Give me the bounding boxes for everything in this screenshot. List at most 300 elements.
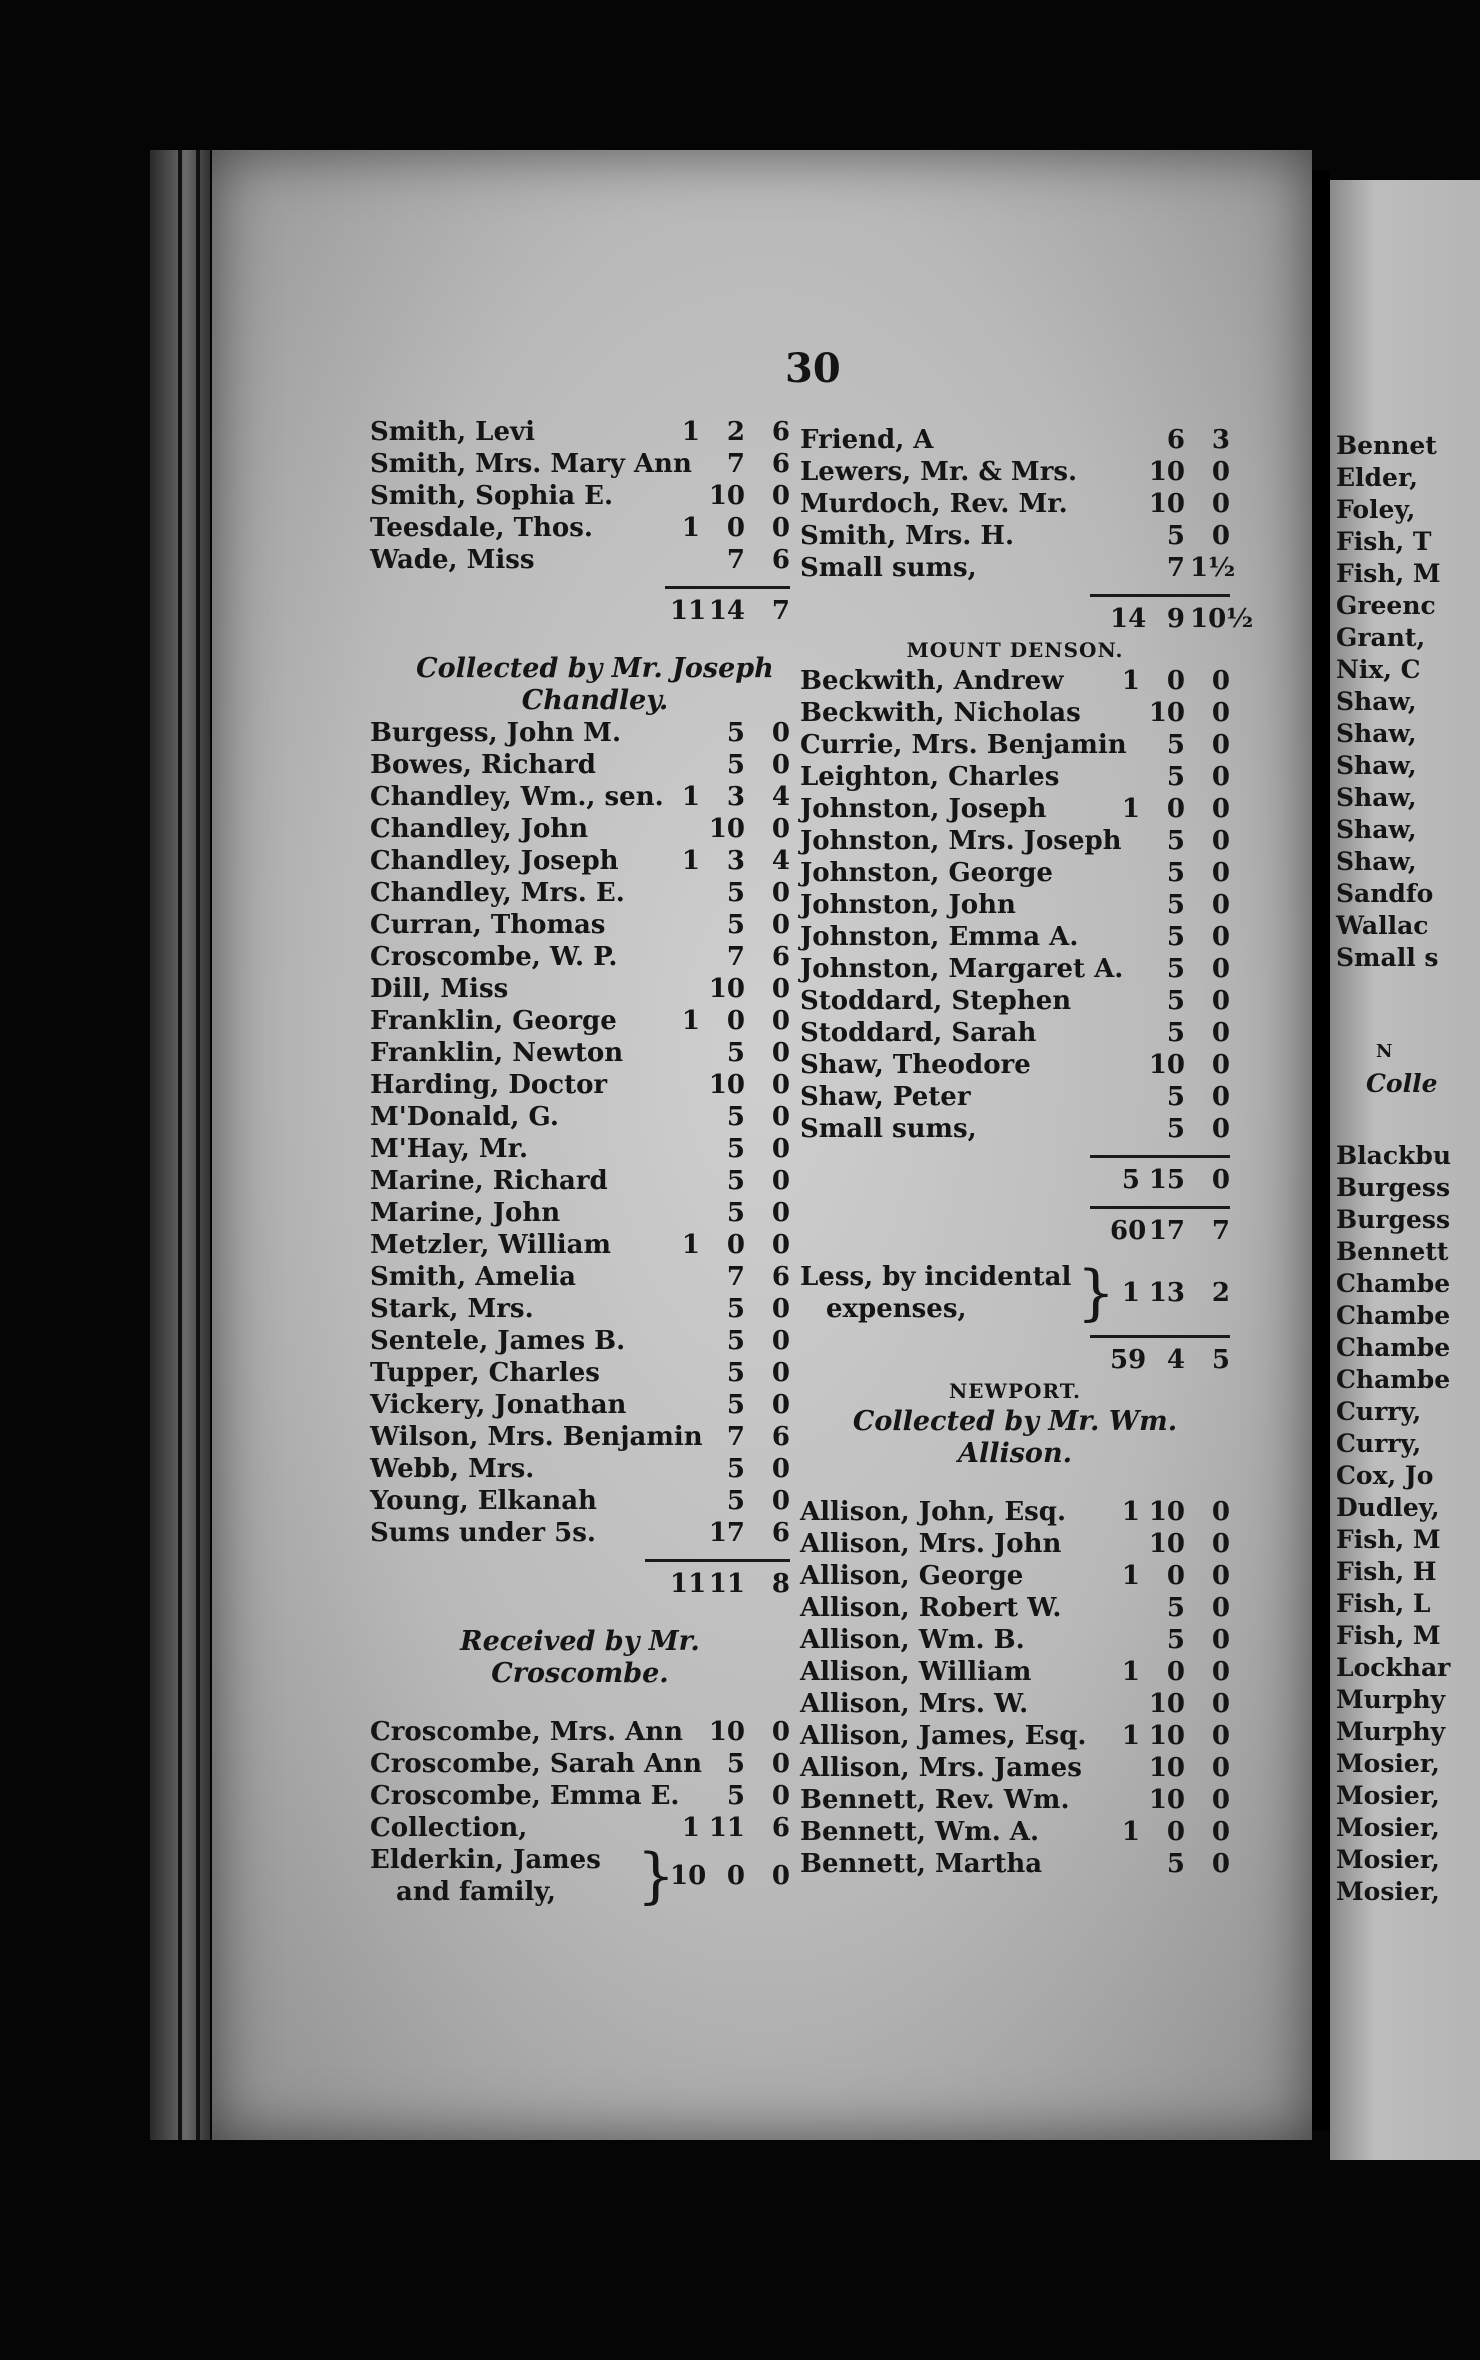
contributor-name: Grant, bbox=[1336, 623, 1426, 652]
list-item bbox=[370, 781, 790, 813]
amount-pence: 6 bbox=[771, 1262, 790, 1292]
amount-pence: 3 bbox=[1211, 425, 1230, 455]
amount-shillings: 5 bbox=[1166, 1114, 1185, 1144]
amount-pence: 0 bbox=[1211, 1625, 1230, 1655]
amount-shillings: 5 bbox=[1166, 922, 1185, 952]
contributor-name: Mosier, bbox=[1336, 1749, 1440, 1778]
list-item bbox=[800, 1113, 1230, 1145]
list-item bbox=[370, 877, 790, 909]
amount-pence: 0 bbox=[771, 1781, 790, 1811]
amount-pence: 0 bbox=[1211, 1082, 1230, 1112]
total-rule bbox=[1090, 594, 1230, 597]
contributor-name: Small s bbox=[1336, 943, 1439, 972]
contributor-name: Currie, Mrs. Benjamin bbox=[800, 730, 1127, 760]
list-item bbox=[370, 749, 790, 781]
list-item bbox=[370, 1325, 790, 1357]
list-item bbox=[800, 825, 1230, 857]
contributor-name: Bennet bbox=[1336, 431, 1437, 460]
list-item bbox=[370, 544, 790, 576]
amount-shillings: 5 bbox=[726, 1749, 745, 1779]
list-item bbox=[800, 889, 1230, 921]
amount-pounds: 1 bbox=[681, 846, 700, 876]
amount-shillings: 5 bbox=[1166, 1625, 1185, 1655]
less-expenses-row bbox=[800, 1258, 1230, 1328]
amount-shillings: 5 bbox=[1166, 1849, 1185, 1879]
list-item bbox=[800, 1560, 1230, 1592]
contributor-name: Marine, Richard bbox=[370, 1166, 608, 1196]
amount-pence: 0 bbox=[771, 1294, 790, 1324]
amount-pence: 0 bbox=[1211, 1114, 1230, 1144]
list-item bbox=[370, 1421, 790, 1453]
contributor-name: Leighton, Charles bbox=[800, 762, 1060, 792]
amount-shillings: 10 bbox=[1148, 698, 1185, 728]
amount-shillings: 10 bbox=[1148, 1785, 1185, 1815]
contributor-name: Sentele, James B. bbox=[370, 1326, 626, 1356]
amount-pence: 6 bbox=[771, 1422, 790, 1452]
contributor-name: Fish, M bbox=[1336, 1621, 1441, 1650]
amount-pounds: 60 bbox=[1110, 1216, 1147, 1246]
contributor-name: Burgess bbox=[1336, 1205, 1451, 1234]
amount-pence: 0 bbox=[771, 814, 790, 844]
amount-shillings: 5 bbox=[726, 1038, 745, 1068]
amount-pence: 0 bbox=[1211, 1529, 1230, 1559]
amount-shillings: 5 bbox=[1166, 1082, 1185, 1112]
list-item bbox=[800, 729, 1230, 761]
contributor-name: Mosier, bbox=[1336, 1781, 1440, 1810]
contributor-name: Smith, Mrs. Mary Ann bbox=[370, 449, 692, 479]
list-item bbox=[800, 520, 1230, 552]
contributor-name: Johnston, John bbox=[800, 890, 1016, 920]
amount-pence: 0 bbox=[1211, 1753, 1230, 1783]
amount-shillings: 7 bbox=[726, 1422, 745, 1452]
amount-pence: 0 bbox=[771, 1717, 790, 1747]
spine-edge-line bbox=[178, 150, 182, 2140]
contributor-name: Cox, Jo bbox=[1336, 1461, 1434, 1490]
amount-pence: 5 bbox=[1211, 1345, 1230, 1375]
amount-shillings: 0 bbox=[1166, 666, 1185, 696]
column-1 bbox=[370, 416, 790, 1911]
section-heading: Collected by Mr. Wm. Allison. bbox=[852, 1406, 1178, 1469]
amount-pence: 0 bbox=[771, 910, 790, 940]
amount-shillings: 5 bbox=[726, 1486, 745, 1516]
amount-shillings: 10 bbox=[1148, 1529, 1185, 1559]
list-item bbox=[370, 1780, 790, 1812]
list-item bbox=[800, 857, 1230, 889]
amount-pence: 6 bbox=[771, 942, 790, 972]
amount-pounds: 1 bbox=[681, 1230, 700, 1260]
brace: } bbox=[1076, 1258, 1115, 1328]
amount-shillings: 15 bbox=[1148, 1165, 1185, 1195]
list-item bbox=[370, 845, 790, 877]
amount-pence: 8 bbox=[771, 1569, 790, 1599]
contributor-name: Allison, Mrs. W. bbox=[800, 1689, 1029, 1719]
contributor-name: Bennett, Rev. Wm. bbox=[800, 1785, 1070, 1815]
amount-shillings: 0 bbox=[726, 1861, 745, 1891]
contributor-name: Shaw, Peter bbox=[800, 1082, 971, 1112]
list-item bbox=[800, 1688, 1230, 1720]
amount-pence: 0 bbox=[1211, 1689, 1230, 1719]
total-rule bbox=[645, 1559, 790, 1562]
contributor-name: Smith, Amelia bbox=[370, 1262, 577, 1292]
total-row bbox=[800, 1344, 1230, 1376]
contributor-name: Sums under 5s. bbox=[370, 1518, 596, 1548]
contributor-name: Johnston, Mrs. Joseph bbox=[800, 826, 1122, 856]
contributor-name: Johnston, Emma A. bbox=[800, 922, 1079, 952]
amount-pounds: 1 bbox=[681, 782, 700, 812]
contributor-name: Wilson, Mrs. Benjamin bbox=[370, 1422, 703, 1452]
amount-pence: 1½ bbox=[1190, 553, 1236, 583]
amount-shillings: 7 bbox=[726, 449, 745, 479]
amount-pence: 0 bbox=[1211, 954, 1230, 984]
contributor-name: Croscombe, Sarah Ann bbox=[370, 1749, 702, 1779]
amount-pence: 0 bbox=[1211, 1657, 1230, 1687]
amount-shillings: 0 bbox=[726, 513, 745, 543]
amount-pence: 6 bbox=[771, 417, 790, 447]
amount-pounds: 14 bbox=[1110, 604, 1147, 634]
amount-pounds: 1 bbox=[681, 1813, 700, 1843]
list-item bbox=[800, 1528, 1230, 1560]
amount-shillings: 4 bbox=[1166, 1345, 1185, 1375]
amount-pence: 0 bbox=[771, 750, 790, 780]
amount-pence: 0 bbox=[1211, 826, 1230, 856]
contributor-name: M'Donald, G. bbox=[370, 1102, 559, 1132]
contributor-name: M'Hay, Mr. bbox=[370, 1134, 529, 1164]
amount-shillings: 5 bbox=[726, 910, 745, 940]
list-item bbox=[370, 1389, 790, 1421]
list-item bbox=[370, 512, 790, 544]
contributor-name: Wade, Miss bbox=[370, 545, 535, 575]
amount-pence: 0 bbox=[771, 1070, 790, 1100]
amount-shillings: 10 bbox=[1148, 1689, 1185, 1719]
list-item bbox=[370, 1229, 790, 1261]
list-item bbox=[370, 1197, 790, 1229]
contributor-name: Nix, C bbox=[1336, 655, 1421, 684]
contributor-name: Johnston, George bbox=[800, 858, 1053, 888]
section-heading: Collected by Mr. Joseph Chandley. bbox=[416, 653, 774, 716]
contributor-name: Blackbu bbox=[1336, 1141, 1452, 1170]
amount-shillings: 5 bbox=[1166, 521, 1185, 551]
total-rule bbox=[1090, 1206, 1230, 1209]
contributor-name: Fish, L bbox=[1336, 1589, 1431, 1618]
amount-pence: 0 bbox=[771, 1358, 790, 1388]
amount-shillings: 5 bbox=[726, 1102, 745, 1132]
total-rule bbox=[1090, 1335, 1230, 1338]
amount-shillings: 5 bbox=[726, 1294, 745, 1324]
list-item bbox=[800, 761, 1230, 793]
contributor-name: Bowes, Richard bbox=[370, 750, 596, 780]
amount-pounds: 1 bbox=[681, 417, 700, 447]
amount-shillings: 5 bbox=[1166, 762, 1185, 792]
contributor-name: Johnston, Joseph bbox=[800, 794, 1047, 824]
list-item bbox=[370, 1748, 790, 1780]
amount-shillings: 5 bbox=[726, 1198, 745, 1228]
contributor-name: Bennett, Martha bbox=[800, 1849, 1043, 1879]
amount-pence: 0 bbox=[1211, 666, 1230, 696]
contributor-name: Chandley, Mrs. E. bbox=[370, 878, 625, 908]
list-item bbox=[370, 416, 790, 448]
amount-shillings: 0 bbox=[1166, 1561, 1185, 1591]
list-item bbox=[370, 1812, 790, 1844]
contributor-name: Allison, James, Esq. bbox=[800, 1721, 1087, 1751]
amount-shillings: 17 bbox=[1148, 1216, 1185, 1246]
amount-pence: 0 bbox=[1211, 1050, 1230, 1080]
amount-shillings: 10 bbox=[708, 1717, 745, 1747]
amount-shillings: 5 bbox=[726, 1390, 745, 1420]
contributor-name: Lockhar bbox=[1336, 1653, 1451, 1682]
list-item bbox=[370, 1261, 790, 1293]
list-item bbox=[800, 552, 1236, 584]
contributor-name: Chandley, John bbox=[370, 814, 589, 844]
amount-shillings: 5 bbox=[1166, 1018, 1185, 1048]
contributor-name: Chambe bbox=[1336, 1301, 1451, 1330]
amount-pounds: 1 bbox=[681, 513, 700, 543]
amount-pence: 0 bbox=[1211, 457, 1230, 487]
list-item bbox=[800, 1848, 1230, 1880]
amount-shillings: 10 bbox=[708, 974, 745, 1004]
list-item bbox=[370, 1357, 790, 1389]
amount-shillings: 7 bbox=[1166, 553, 1185, 583]
amount-pence: 0 bbox=[771, 1102, 790, 1132]
contributor-name: Chandley, Wm., sen. bbox=[370, 782, 664, 812]
section-heading: Received by Mr. Croscombe. bbox=[460, 1626, 700, 1689]
list-item bbox=[800, 1656, 1230, 1688]
amount-pence: 0 bbox=[771, 1166, 790, 1196]
amount-shillings: 5 bbox=[726, 1781, 745, 1811]
amount-pence: 0 bbox=[1211, 1018, 1230, 1048]
list-item bbox=[800, 1720, 1230, 1752]
list-item bbox=[800, 697, 1230, 729]
amount-shillings: 7 bbox=[726, 1262, 745, 1292]
contributor-name: Smith, Mrs. H. bbox=[800, 521, 1015, 551]
contributor-name: Harding, Doctor bbox=[370, 1070, 608, 1100]
amount-pence: 0 bbox=[771, 1454, 790, 1484]
contributor-name: Teesdale, Thos. bbox=[370, 513, 593, 543]
list-item bbox=[800, 1017, 1230, 1049]
amount-shillings: 10 bbox=[1148, 1050, 1185, 1080]
brace: } bbox=[636, 1841, 675, 1911]
amount-pence: 0 bbox=[1211, 1721, 1230, 1751]
amount-pence: 0 bbox=[1211, 1561, 1230, 1591]
list-item bbox=[370, 1165, 790, 1197]
contributor-name: Metzler, William bbox=[370, 1230, 612, 1260]
amount-shillings: 10 bbox=[708, 814, 745, 844]
list-item bbox=[800, 985, 1230, 1017]
amount-pence: 0 bbox=[771, 974, 790, 1004]
page-number: 30 bbox=[785, 345, 841, 392]
amount-pounds: 1 bbox=[681, 1006, 700, 1036]
contributor-name: Collection, bbox=[370, 1813, 528, 1843]
amount-shillings: 5 bbox=[726, 1134, 745, 1164]
amount-shillings: 5 bbox=[1166, 954, 1185, 984]
amount-pence: 4 bbox=[771, 846, 790, 876]
amount-shillings: 10 bbox=[708, 1070, 745, 1100]
list-item bbox=[370, 813, 790, 845]
amount-pence: 0 bbox=[1211, 1165, 1230, 1195]
contributor-name: Croscombe, Emma E. bbox=[370, 1781, 680, 1811]
amount-shillings: 13 bbox=[1148, 1278, 1185, 1308]
list-item bbox=[800, 953, 1230, 985]
amount-pence: 0 bbox=[771, 1134, 790, 1164]
spine-edge-line bbox=[196, 150, 200, 2140]
list-item bbox=[800, 488, 1230, 520]
contributor-name: Johnston, Margaret A. bbox=[800, 954, 1124, 984]
contributor-name: Tupper, Charles bbox=[370, 1358, 600, 1388]
amount-pounds: 59 bbox=[1110, 1345, 1147, 1375]
contributor-name: Small sums, bbox=[800, 553, 977, 583]
contributor-name: Fish, T bbox=[1336, 527, 1432, 556]
list-item bbox=[370, 1037, 790, 1069]
amount-pence: 0 bbox=[1211, 1785, 1230, 1815]
contributor-name: Vickery, Jonathan bbox=[370, 1390, 627, 1420]
contributor-name: Shaw, bbox=[1336, 751, 1417, 780]
amount-shillings: 2 bbox=[726, 417, 745, 447]
contributor-name: Mosier, bbox=[1336, 1845, 1440, 1874]
contributor-name: Smith, Sophia E. bbox=[370, 481, 614, 511]
amount-pence: 0 bbox=[771, 1230, 790, 1260]
contributor-name: Friend, A bbox=[800, 425, 934, 455]
contributor-name: Allison, Wm. B. bbox=[800, 1625, 1025, 1655]
amount-pence: 0 bbox=[1211, 986, 1230, 1016]
contributor-name: Stoddard, Sarah bbox=[800, 1018, 1037, 1048]
amount-shillings: 10 bbox=[1148, 457, 1185, 487]
amount-pence: 0 bbox=[1211, 489, 1230, 519]
amount-pounds: 11 bbox=[670, 1569, 707, 1599]
contributor-name: Shaw, bbox=[1336, 815, 1417, 844]
amount-pence: 6 bbox=[771, 449, 790, 479]
amount-shillings: 5 bbox=[726, 878, 745, 908]
contributor-name: Franklin, George bbox=[370, 1006, 617, 1036]
list-item bbox=[370, 1716, 790, 1748]
amount-shillings: 5 bbox=[1166, 858, 1185, 888]
total-row bbox=[800, 1164, 1230, 1196]
amount-shillings: 0 bbox=[1166, 1817, 1185, 1847]
contributor-name: Sandfo bbox=[1336, 879, 1434, 908]
contributor-name: Curry, bbox=[1336, 1397, 1422, 1426]
contributor-name: Less, by incidental bbox=[800, 1262, 1072, 1292]
contributor-name: Croscombe, W. P. bbox=[370, 942, 618, 972]
amount-pence: 6 bbox=[771, 1813, 790, 1843]
list-item bbox=[370, 717, 790, 749]
amount-pounds: 5 bbox=[1121, 1165, 1140, 1195]
amount-pence: 0 bbox=[1211, 922, 1230, 952]
contributor-name: Dill, Miss bbox=[370, 974, 509, 1004]
amount-shillings: 10 bbox=[708, 481, 745, 511]
list-item bbox=[370, 1293, 790, 1325]
contributor-name: Elder, bbox=[1336, 463, 1418, 492]
amount-pence: 0 bbox=[1211, 1497, 1230, 1527]
total-row bbox=[800, 1215, 1230, 1247]
list-item bbox=[800, 1592, 1230, 1624]
amount-pence: 0 bbox=[771, 1390, 790, 1420]
amount-shillings: 5 bbox=[726, 1326, 745, 1356]
contributor-name: Croscombe, Mrs. Ann bbox=[370, 1717, 684, 1747]
contributor-name: Greenc bbox=[1336, 591, 1436, 620]
amount-pence: 0 bbox=[771, 1326, 790, 1356]
contributor-name: Allison, Robert W. bbox=[800, 1593, 1062, 1623]
contributor-name: Shaw, bbox=[1336, 847, 1417, 876]
amount-pence: 0 bbox=[1211, 1817, 1230, 1847]
amount-shillings: 0 bbox=[726, 1006, 745, 1036]
amount-shillings: 0 bbox=[1166, 794, 1185, 824]
adjacent-page: Bennet Elder, Foley, Fish, T Fish, M Greenc Grant, Nix, C Shaw, Shaw, Shaw, Shaw, Shaw, Shaw, Sandfo Wallac Small s N Colle Blackbu Burgess Burgess Bennett Chambe Chambe Chambe Chambe Curry, Curry, Cox, Jo Dudley, Fish, M Fish, H Fish, L Fish, M Lockhar Murphy Murphy Mosier, Mosier, Mosier, Mosier, Mosier, bbox=[1330, 180, 1480, 2160]
list-item bbox=[370, 448, 790, 480]
amount-pence: 0 bbox=[1211, 1849, 1230, 1879]
contributor-name: Burgess bbox=[1336, 1173, 1451, 1202]
amount-pounds: 10 bbox=[670, 1861, 707, 1891]
list-item bbox=[370, 1069, 790, 1101]
amount-pounds: 11 bbox=[670, 596, 707, 626]
contributor-name: Webb, Mrs. bbox=[370, 1454, 535, 1484]
amount-pounds: 1 bbox=[1121, 1817, 1140, 1847]
total-rule bbox=[665, 586, 790, 589]
list-item bbox=[800, 1784, 1230, 1816]
amount-pence: 0 bbox=[771, 1749, 790, 1779]
amount-pence: 0 bbox=[1211, 858, 1230, 888]
list-item bbox=[370, 1453, 790, 1485]
contributor-name: Shaw, Theodore bbox=[800, 1050, 1031, 1080]
amount-pence: 0 bbox=[771, 1486, 790, 1516]
contributor-name: Wallac bbox=[1336, 911, 1429, 940]
amount-shillings: 5 bbox=[1166, 1593, 1185, 1623]
contributor-name: Small sums, bbox=[800, 1114, 977, 1144]
gutter bbox=[1312, 170, 1330, 2130]
amount-shillings: 0 bbox=[1166, 1657, 1185, 1687]
contributor-name: Fish, M bbox=[1336, 559, 1441, 588]
amount-shillings: 7 bbox=[726, 942, 745, 972]
amount-pounds: 1 bbox=[1121, 1278, 1140, 1308]
contributor-name: Burgess, John M. bbox=[370, 718, 622, 748]
list-item bbox=[800, 1752, 1230, 1784]
amount-shillings: 5 bbox=[1166, 826, 1185, 856]
amount-pounds: 1 bbox=[1121, 794, 1140, 824]
contributor-name: Fish, M bbox=[1336, 1525, 1441, 1554]
contributor-name: Beckwith, Nicholas bbox=[800, 698, 1081, 728]
contributor-name: Murphy bbox=[1336, 1685, 1446, 1714]
amount-pence: 0 bbox=[1211, 698, 1230, 728]
contributor-name: Stoddard, Stephen bbox=[800, 986, 1072, 1016]
amount-shillings: 5 bbox=[726, 1454, 745, 1484]
amount-shillings: 5 bbox=[1166, 730, 1185, 760]
amount-shillings: 7 bbox=[726, 545, 745, 575]
list-item bbox=[800, 1624, 1230, 1656]
contributor-name: Shaw, bbox=[1336, 687, 1417, 716]
amount-shillings: 10 bbox=[1148, 1497, 1185, 1527]
contributor-name: Mosier, bbox=[1336, 1877, 1440, 1906]
amount-pence: 10½ bbox=[1190, 604, 1254, 634]
amount-pence: 0 bbox=[771, 513, 790, 543]
list-item bbox=[800, 921, 1230, 953]
list-item bbox=[370, 1101, 790, 1133]
amount-pence: 6 bbox=[771, 545, 790, 575]
amount-pence: 0 bbox=[771, 878, 790, 908]
amount-pounds: 1 bbox=[1121, 1497, 1140, 1527]
contributor-name: Fish, H bbox=[1336, 1557, 1437, 1586]
contributor-name: Young, Elkanah bbox=[370, 1486, 597, 1516]
amount-shillings: 11 bbox=[708, 1569, 745, 1599]
contributor-name: Foley, bbox=[1336, 495, 1416, 524]
amount-pounds: 1 bbox=[1121, 1721, 1140, 1751]
section-heading: MOUNT DENSON. bbox=[906, 638, 1124, 662]
list-item bbox=[370, 973, 790, 1005]
amount-shillings: 5 bbox=[1166, 986, 1185, 1016]
contributor-name: Allison, Mrs. John bbox=[800, 1529, 1062, 1559]
contributor-name: Allison, Mrs. James bbox=[800, 1753, 1082, 1783]
amount-pence: 0 bbox=[771, 1861, 790, 1891]
contributor-name: expenses, bbox=[826, 1294, 967, 1324]
contributor-name: Chandley, Joseph bbox=[370, 846, 619, 876]
contributor-name: Shaw, bbox=[1336, 783, 1417, 812]
contributor-name: Elderkin, James bbox=[370, 1845, 601, 1875]
